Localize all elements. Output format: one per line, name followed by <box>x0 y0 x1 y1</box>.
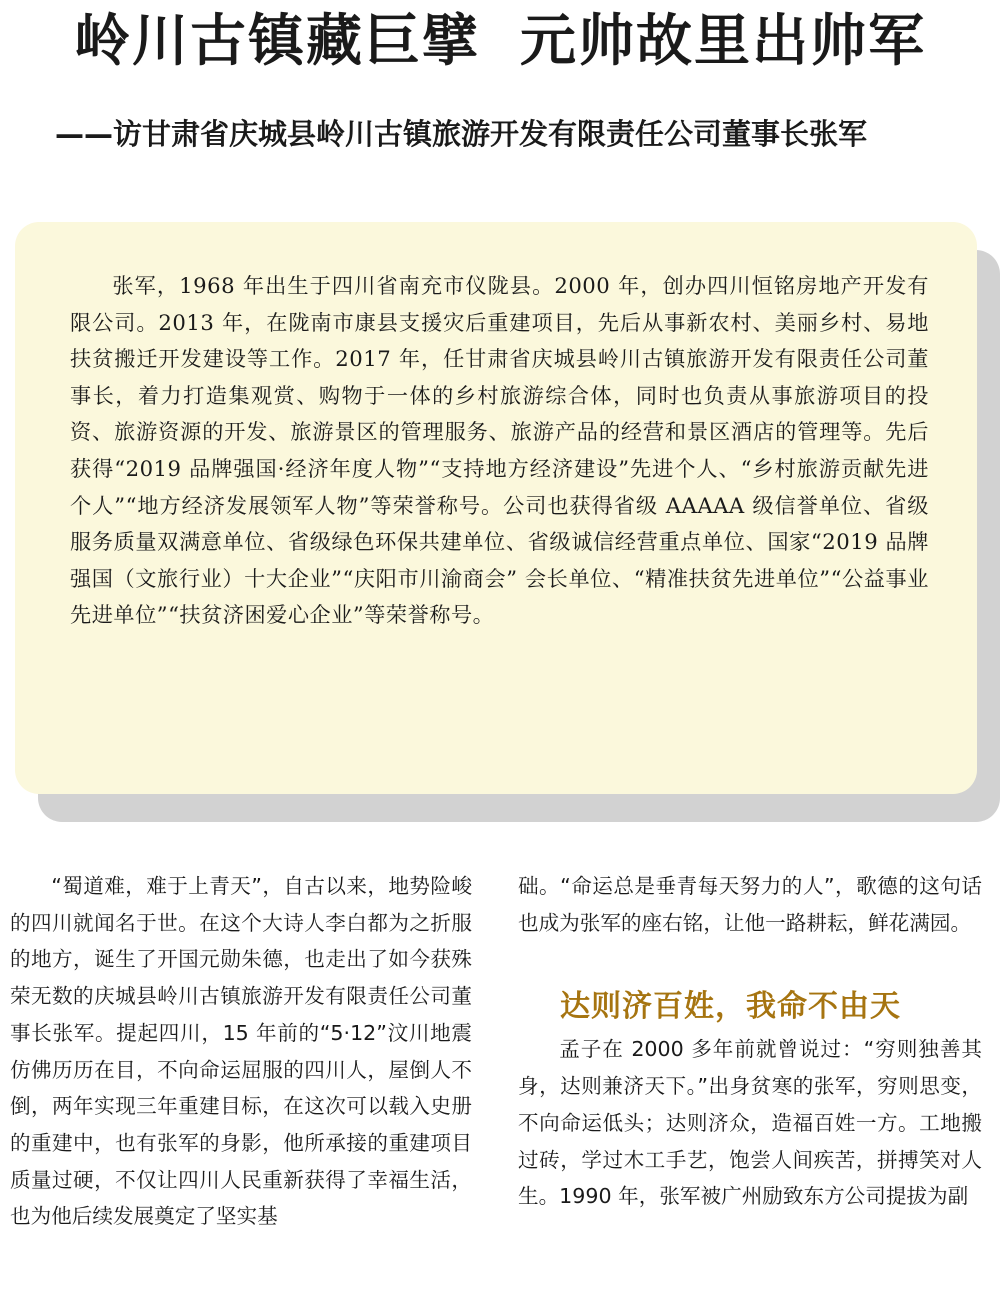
title-part-1: 岭川古镇藏巨擘 <box>74 8 480 74</box>
left-column <box>10 868 472 1235</box>
article-subtitle: ——访甘肃省庆城县岭川古镇旅游开发有限责任公司董事长张军 <box>55 117 868 151</box>
right-column <box>518 868 982 1215</box>
title-part-2: 元帅故里出帅军 <box>520 8 926 74</box>
left-paragraph: “蜀道难，难于上青天”，自古以来，地势险峻的四川就闻名于世。在这个大诗人李白都为之折服的地方，诞生了开国元勋朱德，也走出了如今获殊荣无数的庆城县岭川古镇旅游开发有限责任公司董事长张军。提起四川，15 年前的“5·12”汶川地震仿佛历历在目，不向命运屈服的四川人，屋倒人不倒，两年实现三年重建目标，在这次可以载入史册的重建中，也有张军的身影，他所承接的重建项目质量过硬，不仅让四川人民重新获得了幸福生活，也为他后续发展奠定了坚实基 <box>10 874 472 1229</box>
section-paragraph: 孟子在 2000 多年前就曾说过：“穷则独善其身，达则兼济天下。”出身贫寒的张军，穷则思变，不向命运低头；达则济众，造福百姓一方。工地搬过砖，学过木工手艺，饱尝人间疾苦，拼搏笑对人生。1990 年，张军被广州励致东方公司提拔为副 <box>518 1037 982 1209</box>
section-heading: 达则济百姓，我命不由天 <box>560 989 901 1025</box>
article-title <box>0 6 1000 76</box>
bio-text: 张军，1968 年出生于四川省南充市仪陇县。2000 年，创办四川恒铭房地产开发有限公司。2013 年，在陇南市康县支援灾后重建项目，先后从事新农村、美丽乡村、易地扶贫搬迁开发建设等工作。2017 年，任甘肃省庆城县岭川古镇旅游开发有限责任公司董事长，着力打造集观赏、购物于一体的乡村旅游综合体，同时也负责从事旅游项目的投资、旅游资源的开发、旅游景区的管理服务、旅游产品的经营和景区酒店的管理等。先后获得“2019 品牌强国·经济年度人物”“支持地方经济建设”先进个人、“乡村旅游贡献先进个人”“地方经济发展领军人物”等荣誉称号。公司也获得省级 AAAAA 级信誉单位、省级服务质量双满意单位、省级绿色环保共建单位、省级诚信经营重点单位、国家“2019 品牌强国（文旅行业）十大企业”“庆阳市川渝商会” 会长单位、“精准扶贫先进单位”“公益事业先进单位”“扶贫济困爱心企业”等荣誉称号。 <box>70 273 929 628</box>
bio-box <box>15 222 977 794</box>
right-continuation-paragraph: 础。“命运总是垂青每天努力的人”，歌德的这句话也成为张军的座右铭，让他一路耕耘，鲜花满园。 <box>518 874 982 935</box>
